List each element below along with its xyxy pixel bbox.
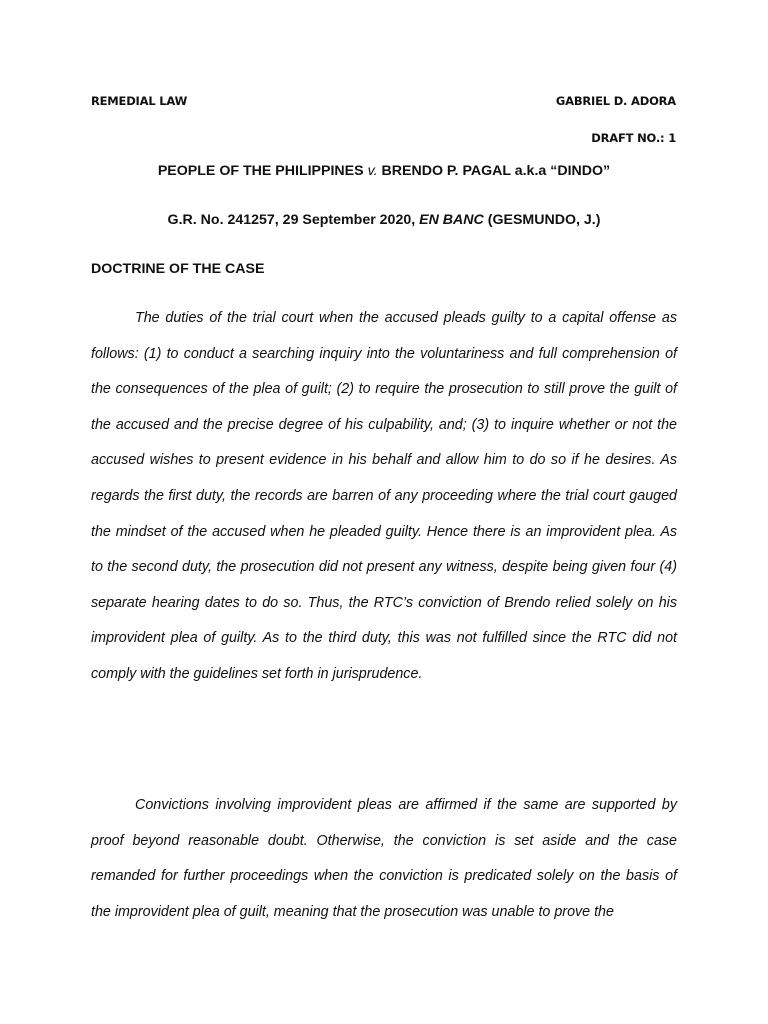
section-heading: DOCTRINE OF THE CASE bbox=[91, 261, 265, 277]
subject-header: REMEDIAL LAW bbox=[91, 94, 188, 108]
author-header: GABRIEL D. ADORA bbox=[555, 94, 676, 108]
ponente: (GESMUNDO, J.) bbox=[487, 212, 601, 228]
case-title bbox=[0, 163, 768, 179]
defendant-name: BRENDO P. PAGAL a.k.a “DINDO” bbox=[381, 163, 611, 179]
doctrine-paragraph-2: Convictions involving improvident pleas are affirmed if the same are supported by proof beyond reasonable doubt. Otherwise, the conviction is set aside and the case remanded for further proceedings when the conviction is predicated solely on the basis of the improvident plea of guilt, meaning that the prosecution was unable to prove the bbox=[91, 797, 677, 920]
draft-number: DRAFT NO.: 1 bbox=[591, 131, 676, 145]
gr-details: G.R. No. 241257, 29 September 2020, bbox=[167, 212, 416, 228]
case-citation bbox=[0, 212, 768, 228]
plaintiff-name: PEOPLE OF THE PHILIPPINES bbox=[157, 163, 364, 179]
versus-label: v. bbox=[367, 163, 378, 179]
court-division: EN BANC bbox=[419, 212, 484, 228]
doctrine-paragraph-1: The duties of the trial court when the accused pleads guilty to a capital offense as follows: (1) to conduct a searching inquiry into the voluntariness and full comprehension of the consequences of the plea of guilt; (2) to require the prosecution to still prove the guilt of the accused and the precise degree of his culpability, and; (3) to inquire whether or not the accused wishes to present evidence in his behalf and allow him to do so if he desires. As regards the first duty, the records are barren of any proceeding where the trial court gauged the mindset of the accused when he pleaded guilty. Hence there is an improvident plea. As to the second duty, the prosecution did not present any witness, despite being given four (4) separate hearing dates to do so. Thus, the RTC’s conviction of Brendo relied solely on his improvident plea of guilty. As to the third duty, this was not fulfilled since the RTC did not comply with the guidelines set forth in jurisprudence. bbox=[91, 310, 677, 682]
